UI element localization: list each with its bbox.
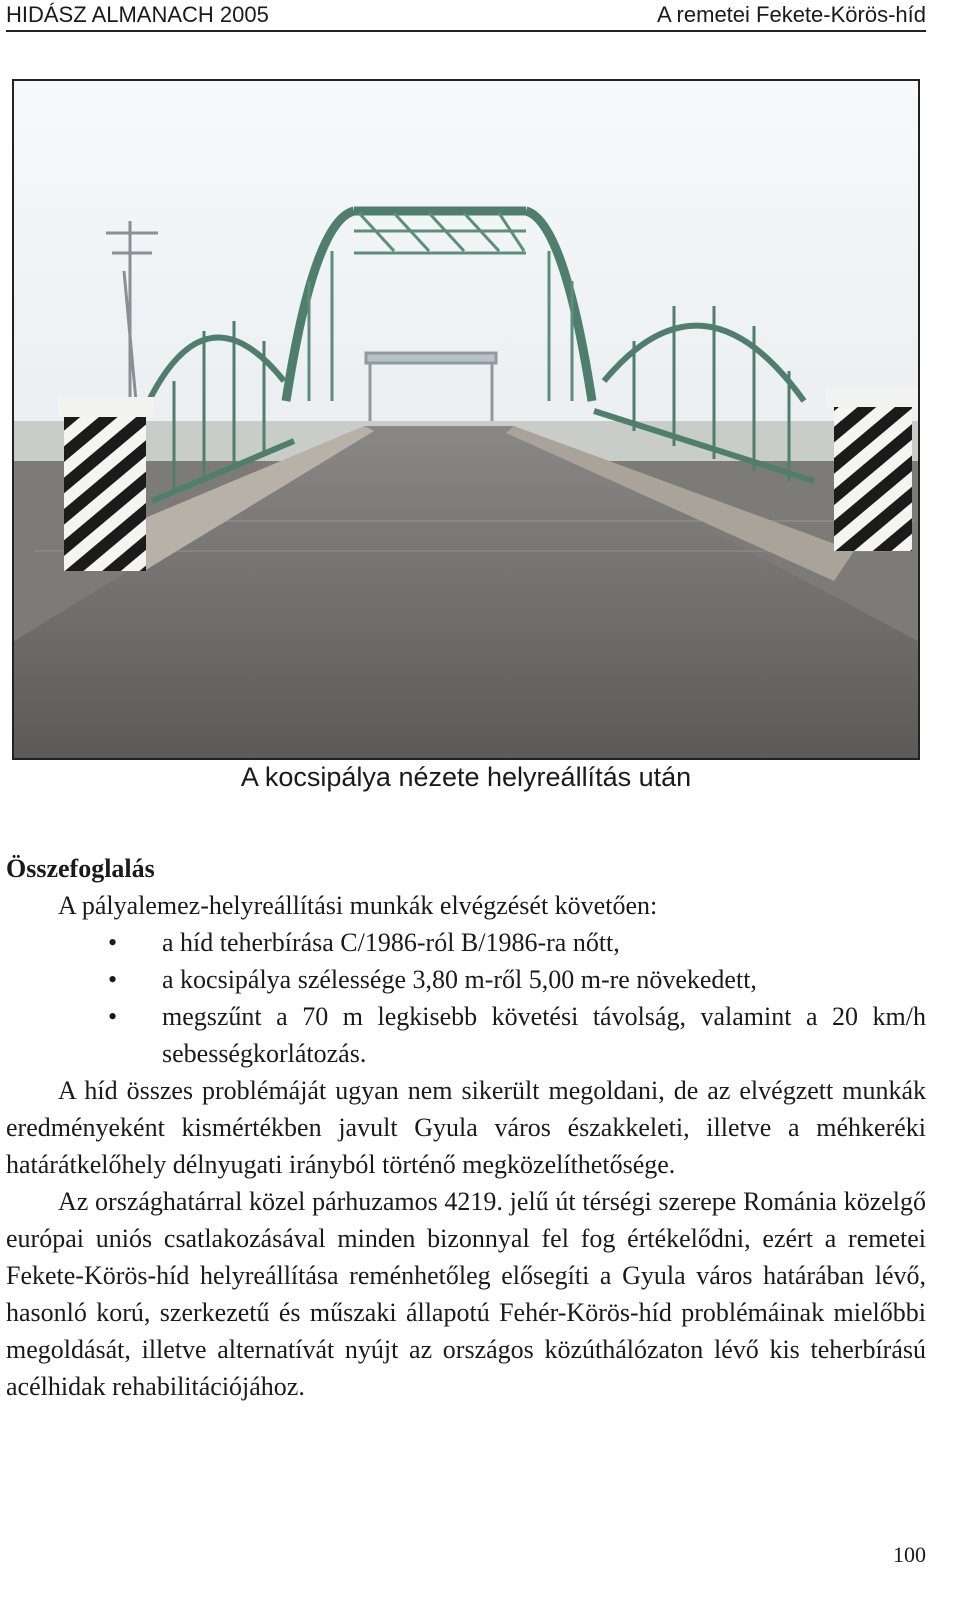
bridge-photo bbox=[12, 79, 920, 760]
list-item-text: megszűnt a 70 m legkisebb követési távolság, valamint a 20 km/h sebességkorlátozás. bbox=[162, 1002, 926, 1068]
summary-bullet-list bbox=[6, 924, 926, 1072]
list-item-text: a híd teherbírása C/1986-ról B/1986-ra nőtt, bbox=[162, 928, 620, 957]
list-item bbox=[6, 998, 926, 1072]
list-item bbox=[6, 924, 926, 961]
summary-intro: A pályalemez-helyreállítási munkák elvégzését követően: bbox=[58, 891, 658, 920]
bullet-glyph: • bbox=[108, 965, 118, 994]
header-almanac-title: HIDÁSZ ALMANACH 2005 bbox=[6, 2, 269, 27]
section-heading: Összefoglalás bbox=[6, 854, 155, 883]
list-item bbox=[6, 961, 926, 998]
summary-section bbox=[6, 850, 926, 1405]
bullet-glyph: • bbox=[108, 928, 118, 957]
summary-paragraph-2: Az országhatárral közel párhuzamos 4219. jelű út térségi szerepe Románia közelgő európai uniós csatlakozásával minden bizonnyal fel fog értékelődni, ezért a remetei Fekete-Körös-híd helyreállítása reménhetőleg elősegíti a Gyula város határában lévő, hasonló korú, szerkezetű és műszaki állapotú Fehér-Körös-híd problémáinak mielőbbi megoldását, illetve alternatívát nyújt az országos közúthálózaton lévő kis teherbírású acélhidak rehabilitációjához. bbox=[6, 1187, 926, 1401]
page-number: 100 bbox=[893, 1542, 926, 1567]
figure-caption: A kocsipálya nézete helyreállítás után bbox=[240, 762, 692, 792]
running-header bbox=[6, 2, 926, 32]
list-item-text: a kocsipálya szélessége 3,80 m-ről 5,00 m-re növekedett, bbox=[162, 965, 757, 994]
summary-paragraph-1: A híd összes problémáját ugyan nem sikerült megoldani, de az elvégzett munkák eredményeként kismértékben javult Gyula város északkeleti, illetve a méhkeréki határátkelőhely délnyugati irányból történő megközelíthetősége. bbox=[6, 1076, 926, 1179]
bullet-glyph: • bbox=[108, 1002, 118, 1031]
header-article-title: A remetei Fekete-Körös-híd bbox=[656, 2, 926, 27]
bridge-illustration bbox=[14, 81, 918, 758]
